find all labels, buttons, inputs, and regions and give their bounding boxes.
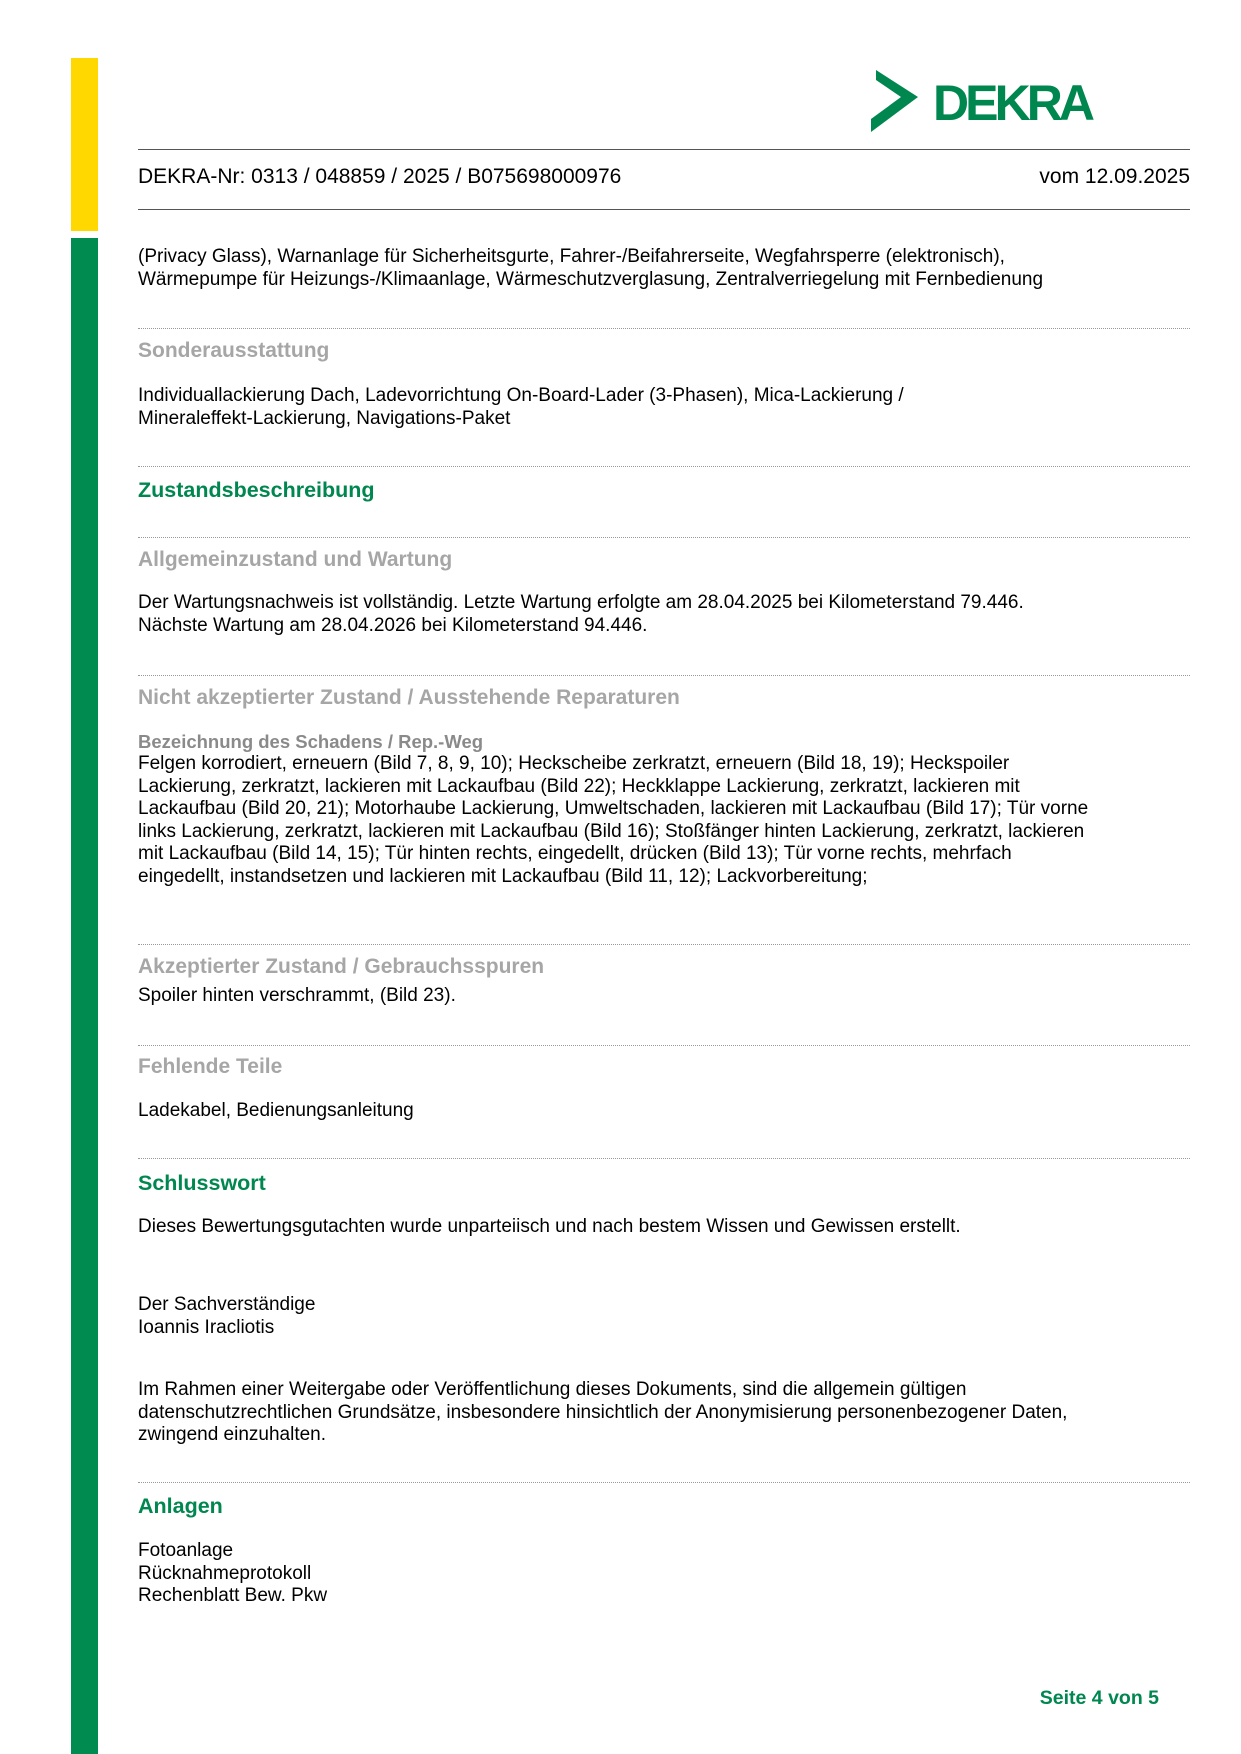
- divider: [138, 944, 1190, 945]
- yellow-side-bar: [71, 58, 98, 231]
- section-title-allgemein: Allgemeinzustand und Wartung: [138, 548, 453, 571]
- list-item: Rücknahmeprotokoll: [138, 1562, 312, 1584]
- akzeptiert-text: Spoiler hinten verschrammt, (Bild 23).: [138, 985, 456, 1006]
- dekra-logo: [871, 70, 1096, 134]
- divider: [138, 675, 1190, 676]
- section-title-fehlend: Fehlende Teile: [138, 1055, 283, 1078]
- divider: [138, 328, 1190, 329]
- divider: [138, 1482, 1190, 1483]
- section-title-akzeptiert: Akzeptierter Zustand / Gebrauchsspuren: [138, 955, 545, 978]
- fehlend-text: Ladekabel, Bedienungsanleitung: [138, 1100, 414, 1121]
- header-rule-top: [138, 149, 1190, 150]
- dekra-number: DEKRA-Nr: 0313 / 048859 / 2025 / B075698000976: [138, 165, 622, 188]
- sonderausstattung-text: Individuallackierung Dach, Ladevorrichtung On-Board-Lader (3-Phasen), Mica-Lackierung / Mineraleffekt-Lackierung, Navigations-Paket: [138, 385, 904, 429]
- intro-text: (Privacy Glass), Warnanlage für Sicherheitsgurte, Fahrer-/Beifahrerseite, Wegfahrsperre (elektronisch), Wärmepumpe für Heizungs-/Klimaanlage, Wärmeschutzverglasung, Zentralverriegelung mit Fernbedienung: [138, 246, 1044, 290]
- anlagen-list: [138, 1540, 327, 1608]
- page-number: Seite 4 von 5: [1039, 1687, 1159, 1709]
- list-item: Fotoanlage: [138, 1540, 234, 1561]
- svg-text:DEKRA: DEKRA: [933, 75, 1095, 131]
- damage-list: Felgen korrodiert, erneuern (Bild 7, 8, 9, 10); Heckscheibe zerkratzt, erneuern (Bild 18, 19); Heckspoiler Lackierung, zerkratzt, lackieren mit Lackaufbau (Bild 22); Heckklappe Lackierung, zerkratzt, lackieren mit Lackaufbau (Bild 20, 21); Motorhaube Lackierung, Umweltschaden, lackieren mit Lackaufbau (Bild 17); Tür vorne links Lackierung, zerkratzt, lackieren mit Lackaufbau (Bild 16); Stoßfänger hinten Lackierung, zerkratzt, lackieren mit Lackaufbau (Bild 14, 15); Tür hinten rechts, eingedellt, drücken (Bild 13); Tür vorne rechts, mehrfach eingedellt, instandsetzen und lackieren mit Lackaufbau (Bild 11, 12); Lackvorbereitung;: [138, 753, 1089, 887]
- section-title-sonderausstattung: Sonderausstattung: [138, 339, 330, 362]
- divider: [138, 537, 1190, 538]
- section-title-anlagen: Anlagen: [138, 1494, 223, 1518]
- header-rule-bottom: [138, 209, 1190, 210]
- list-item: Rechenblatt Bew. Pkw: [138, 1585, 328, 1606]
- section-title-nicht-akzeptiert: Nicht akzeptierter Zustand / Ausstehende Reparaturen: [138, 686, 680, 709]
- schluss-text: Dieses Bewertungsgutachten wurde unparteiisch und nach bestem Wissen und Gewissen erstellt.: [138, 1216, 961, 1237]
- section-title-schluss: Schlusswort: [138, 1171, 266, 1195]
- signature-block: Der Sachverständige Ioannis Iracliotis: [138, 1294, 316, 1338]
- report-date: vom 12.09.2025: [1039, 165, 1190, 188]
- allgemein-text: Der Wartungsnachweis ist vollständig. Letzte Wartung erfolgte am 28.04.2025 bei Kilometerstand 79.446. Nächste Wartung am 28.04.2026 bei Kilometerstand 94.446.: [138, 592, 1024, 636]
- damage-subtitle: Bezeichnung des Schadens / Rep.-Weg: [138, 731, 484, 752]
- divider: [138, 466, 1190, 467]
- divider: [138, 1158, 1190, 1159]
- divider: [138, 1045, 1190, 1046]
- section-title-zustand: Zustandsbeschreibung: [138, 478, 375, 502]
- green-side-bar: [71, 238, 98, 1754]
- privacy-notice: Im Rahmen einer Weitergabe oder Veröffentlichung dieses Dokuments, sind die allgemein gültigen datenschutzrechtlichen Grundsätze, insbesondere hinsichtlich der Anonymisierung personenbezogener Daten, zwingend einzuhalten.: [138, 1379, 1068, 1445]
